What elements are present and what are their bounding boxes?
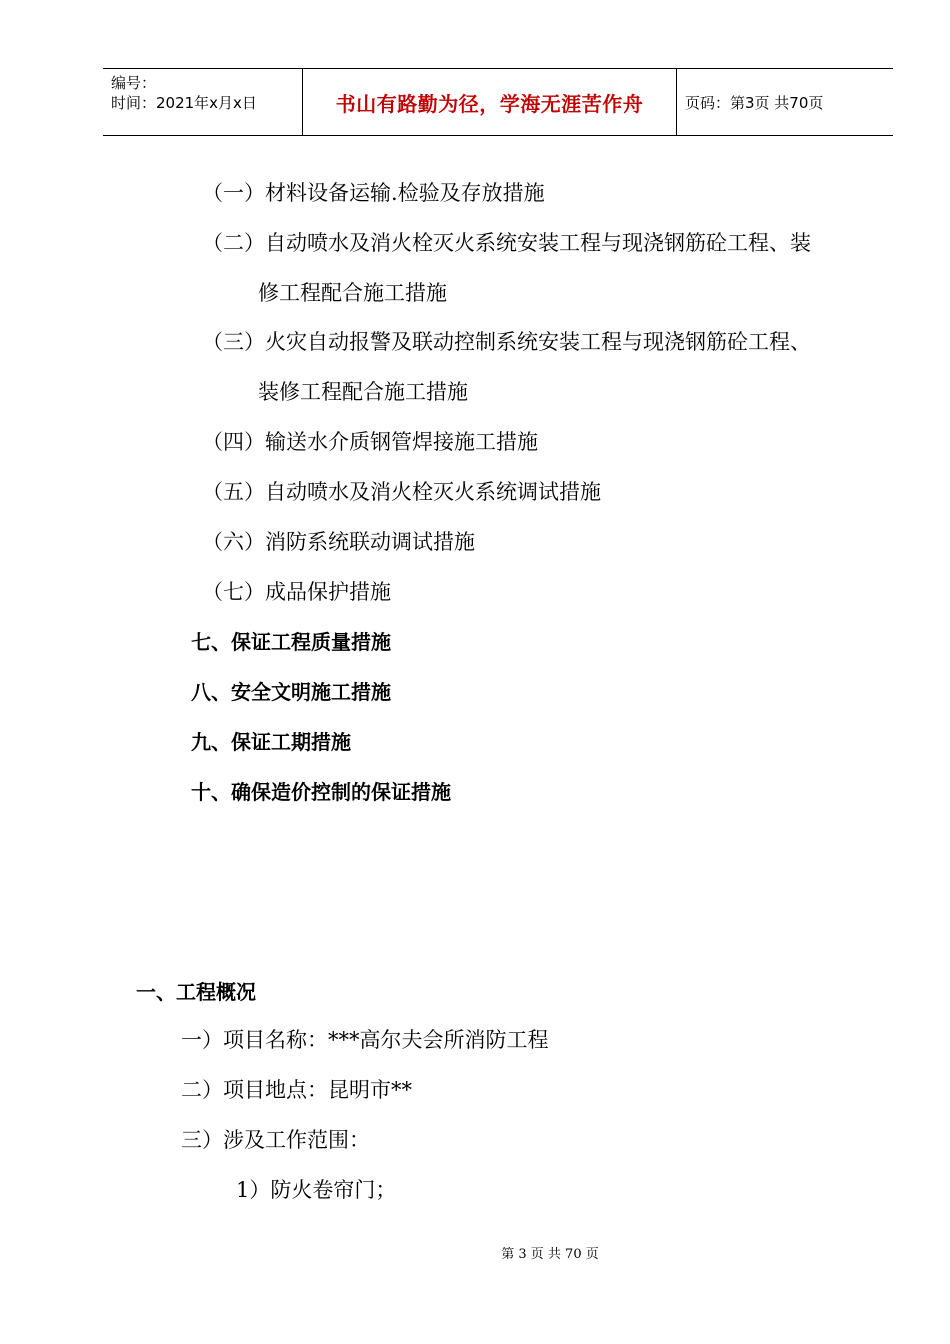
section-item: 三）涉及工作范围： bbox=[181, 1128, 370, 1152]
toc-sub-item-continued: 修工程配合施工措施 bbox=[258, 281, 447, 305]
toc-sub-item: （七）成品保护措施 bbox=[202, 580, 391, 604]
header-motto: 书山有路勤为径，学海无涯苦作舟 bbox=[303, 69, 677, 135]
page-footer: 第 3 页 共 70 页 bbox=[501, 1247, 599, 1262]
section-subitem: 1）防火卷帘门； bbox=[236, 1178, 397, 1202]
header-number: 编号： bbox=[111, 74, 157, 92]
section-title: 一、工程概况 bbox=[136, 980, 256, 1004]
toc-sub-item: （五）自动喷水及消火栓灭火系统调试措施 bbox=[202, 480, 601, 504]
toc-main-item: 七、保证工程质量措施 bbox=[191, 630, 391, 654]
toc-sub-item: （三）火灾自动报警及联动控制系统安装工程与现浇钢筋砼工程、 bbox=[202, 330, 811, 354]
section-item: 一）项目名称：***高尔夫会所消防工程 bbox=[181, 1028, 549, 1052]
header-time: 时间：2021年x月x日 bbox=[111, 94, 257, 112]
toc-sub-item: （六）消防系统联动调试措施 bbox=[202, 530, 475, 554]
toc-sub-item: （一）材料设备运输.检验及存放措施 bbox=[202, 181, 545, 205]
toc-sub-item-continued: 装修工程配合施工措施 bbox=[258, 380, 468, 404]
header-page-info: 页码：第3页 共70页 bbox=[685, 93, 824, 112]
toc-main-item: 九、保证工期措施 bbox=[191, 730, 351, 754]
toc-main-item: 八、安全文明施工措施 bbox=[191, 680, 391, 704]
page-header bbox=[103, 68, 893, 136]
toc-sub-item: （四）输送水介质钢管焊接施工措施 bbox=[202, 430, 538, 454]
section-item: 二）项目地点：昆明市** bbox=[181, 1078, 412, 1102]
toc-sub-item: （二）自动喷水及消火栓灭火系统安装工程与现浇钢筋砼工程、装 bbox=[202, 231, 811, 255]
toc-main-item: 十、确保造价控制的保证措施 bbox=[191, 780, 451, 804]
header-meta bbox=[103, 69, 303, 135]
